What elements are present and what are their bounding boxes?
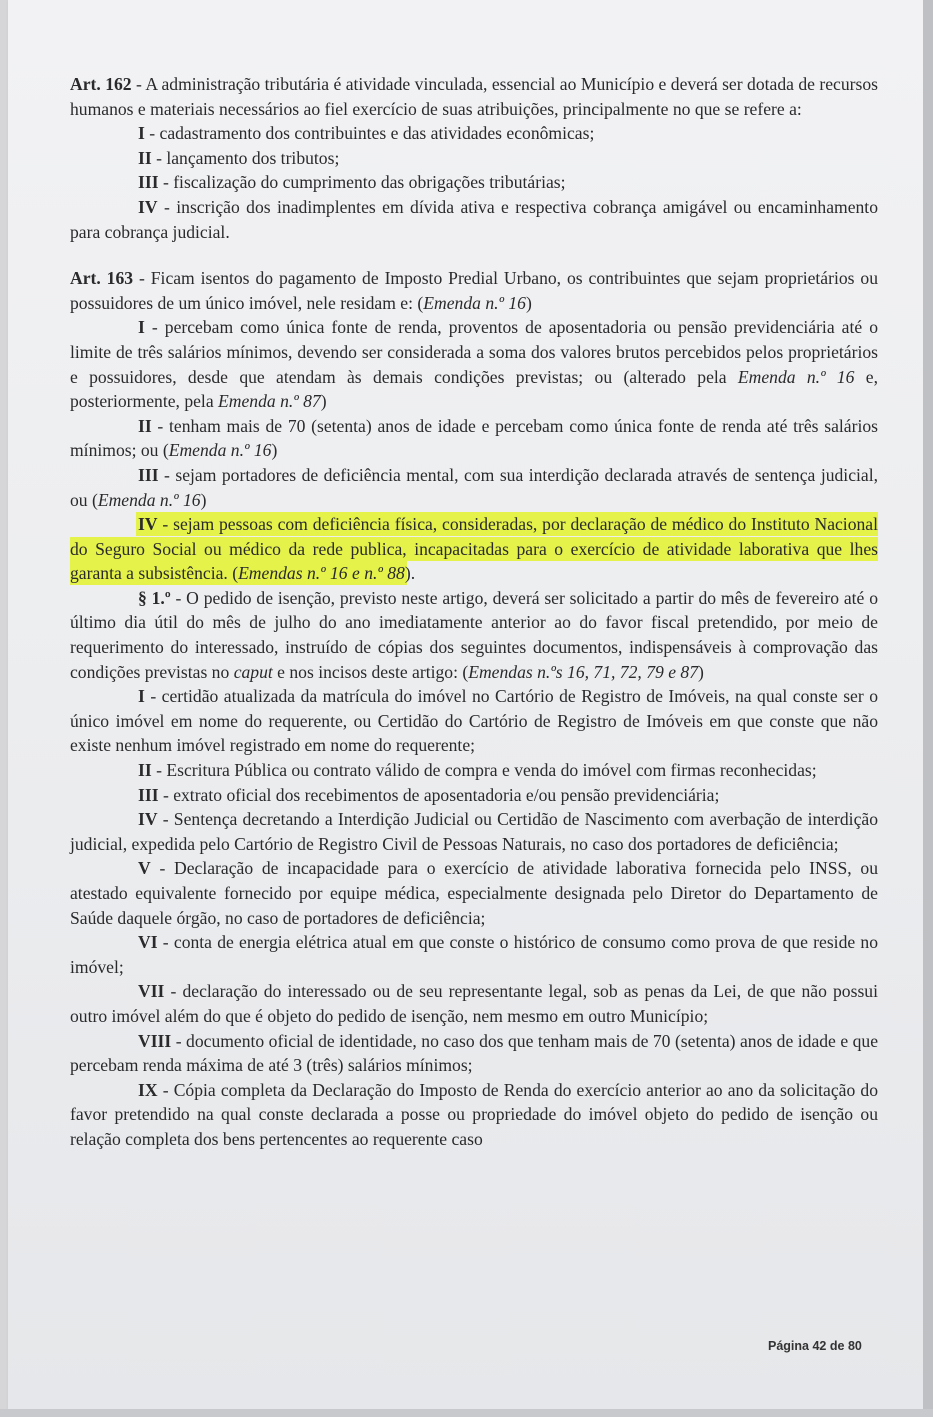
list-item: V - Declaração de incapacidade para o exercício de atividade laborativa fornecida pelo INSS, ou atestado equivalente fornecido por equipe médica, especialmente designada pelo Diretor do Departamento de Saúde daquele órgão, no caso de portadores de deficiência; [70,858,878,928]
list-item: VI - conta de energia elétrica atual em que conste o histórico de consumo como prova de que reside no imóvel; [70,932,878,977]
list-item: III - extrato oficial dos recebimentos de aposentadoria e/ou pensão previdenciária; [138,784,720,805]
list-item: VII - declaração do interessado ou de seu representante legal, sob as penas da Lei, de que não possui outro imóvel além do que é objeto do pedido de isenção, nem mesmo em outro Município; [70,981,878,1026]
list-item: IX - Cópia completa da Declaração do Imposto de Renda do exercício anterior ao ano da solicitação do favor pretendido na qual conste declarada a posse ou propriedade do imóvel objeto do pedido de isenção ou relação completa dos bens pertencentes ao requerente caso [70,1079,878,1149]
page-edge [0,1409,933,1417]
art-163-heading: Art. 163 - Ficam isentos do pagamento de Imposto Predial Urbano, os contribuintes que sejam proprietários ou possuidores de um único imóvel, nele residam e: (Emenda n.º 16) [70,268,878,313]
article-label: Art. 162 [70,74,132,94]
list-item: II - tenham mais de 70 (setenta) anos de idade e percebam como única fonte de renda até três salários mínimos; ou (Emenda n.º 16) [70,415,878,461]
paragraph-1: § 1.º - O pedido de isenção, previsto neste artigo, deverá ser solicitado a partir do mês de fevereiro até o último dia útil do mês de julho do ano imediatamente anterior ao do favor fiscal pretendido, por meio de requerimento do interessado, instruído de cópias dos seguintes documentos, indispensáveis à comprovação das condições previstas no caput e nos incisos deste artigo: (Emendas n.ºs 16, 71, 72, 79 e 87) [70,587,878,682]
list-item: I - certidão atualizada da matrícula do imóvel no Cartório de Registro de Imóveis, na qual conste ser o único imóvel em nome do requerente, ou Certidão do Cartório de Registro de Imóveis em que conste que não existe nenhum imóvel registrado em nome do requerente; [70,686,878,756]
list-item: II - Escritura Pública ou contrato válido de compra e venda do imóvel com firmas reconhecidas; [138,760,817,781]
highlight-mark: IV - sejam pessoas com deficiência física, consideradas, por declaração de médico do Instituto Nacional do Seguro Social ou médico da rede publica, incapacitadas para o exercício de atividade laborativa que lhes garanta a subsistência. (Emendas n.º 16 e n.º 88 [70,514,878,584]
article-label: Art. 163 [70,268,134,289]
document-body [70,72,878,1152]
list-item: III - sejam portadores de deficiência mental, com sua interdição declarada através de sentença judicial, ou (Emenda n.º 16) [70,464,878,510]
page-edge [923,0,933,1417]
page-number: Página 42 de 80 [768,1339,862,1353]
article-text: - A administração tributária é atividade vinculada, essencial ao Município e deverá ser dotada de recursos humanos e materiais necessários ao fiel exercício de suas atribuições, principalmente no que se refere a: [70,74,879,119]
highlighted-item: IV - sejam pessoas com deficiência física, consideradas, por declaração de médico do Instituto Nacional do Seguro Social ou médico da rede publica, incapacitadas para o exercício de atividade laborativa que lhes garanta a subsistência. (Emendas n.º 16 e n.º 88). [70,514,878,584]
list-item: IV - inscrição dos inadimplentes em dívida ativa e respectiva cobrança amigável ou encaminhamento para cobrança judicial. [70,196,878,242]
list-item: I - percebam como única fonte de renda, proventos de aposentadoria ou pensão previdenciária até o limite de três salários mínimos, devendo ser considerada a soma dos valores brutos percebidos pelos proprietários e possuidores, desde que atendam às demais condições previstas; ou (alterado pela Emenda n.º 16 e, posteriormente, pela Emenda n.º 87) [70,317,878,412]
list-item: III - fiscalização do cumprimento das obrigações tributárias; [138,172,566,193]
art-162-heading [70,72,878,121]
list-item: IV - Sentença decretando a Interdição Judicial ou Certidão de Nascimento com averbação de interdição judicial, expedida pelo Cartório de Registro Civil de Pessoas Naturais, no caso dos portadores de deficiência; [70,809,878,854]
list-item: VIII - documento oficial de identidade, no caso dos que tenham mais de 70 (setenta) anos de idade e que percebam renda máxima de até 3 (três) salários mínimos; [70,1030,878,1076]
list-item: II - lançamento dos tributos; [138,147,340,168]
list-item: I - cadastramento dos contribuintes e das atividades econômicas; [138,123,595,144]
document-page [8,0,925,1410]
spacer [70,244,878,266]
